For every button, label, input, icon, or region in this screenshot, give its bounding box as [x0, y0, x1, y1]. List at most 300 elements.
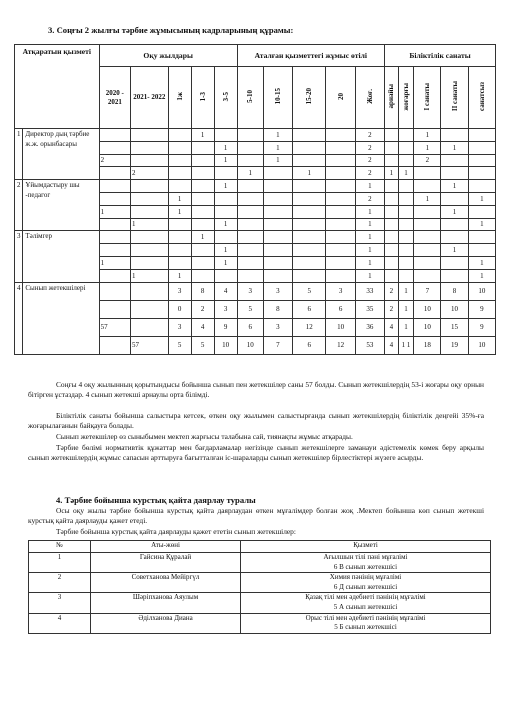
- table-cell: [326, 244, 355, 257]
- section4-heading: 4. Тәрбие бойынша курстық қайта даярлау туралы: [56, 495, 256, 505]
- table-cell: [263, 205, 292, 218]
- table-cell: [214, 205, 237, 218]
- course-num: 1: [29, 553, 91, 573]
- table-cell: [131, 141, 169, 154]
- table-row: [15, 231, 496, 244]
- table-cell: 5: [293, 282, 326, 300]
- table-cell: [191, 244, 214, 257]
- table-cell: 1: [191, 129, 214, 142]
- table-cell: [398, 269, 414, 282]
- table-cell: 6: [293, 300, 326, 318]
- table-cell: 9: [468, 318, 495, 336]
- table-cell: 1: [468, 218, 495, 231]
- table-cell: [385, 180, 399, 193]
- table-cell: 3: [263, 318, 292, 336]
- table-cell: [385, 244, 399, 257]
- table-cell: 8: [263, 300, 292, 318]
- table-cell: 8: [191, 282, 214, 300]
- course-header-name: Аты-жөні: [91, 541, 241, 553]
- table-cell: [326, 154, 355, 167]
- table-cell: 1: [99, 256, 130, 269]
- table-cell: [468, 141, 495, 154]
- table-cell: 2: [99, 154, 130, 167]
- table-cell: 1: [263, 154, 292, 167]
- course-position: Ағылшын тілі пәні мұғалімі: [323, 553, 408, 561]
- course-class: 5 А сынып жетекшісі: [333, 602, 398, 611]
- table-cell: 1: [214, 180, 237, 193]
- exp-col-8: Жоғ.: [355, 67, 384, 129]
- course-position-cell: [241, 613, 491, 633]
- header-experience: Аталған қызметтегі жұмыс өтілі: [237, 45, 384, 67]
- table-cell: 1: [398, 300, 414, 318]
- table-cell: 1: [131, 218, 169, 231]
- table-cell: 0: [168, 300, 191, 318]
- table-cell: [398, 129, 414, 142]
- course-position-cell: [241, 593, 491, 613]
- table-cell: [131, 192, 169, 205]
- table-cell: [99, 244, 130, 257]
- table-cell: [414, 269, 441, 282]
- table-cell: [237, 129, 263, 142]
- table-cell: [398, 141, 414, 154]
- table-cell: 1: [263, 129, 292, 142]
- table-cell: [385, 218, 399, 231]
- table-cell: 1: [355, 205, 384, 218]
- table-cell: [131, 129, 169, 142]
- table-cell: 3: [168, 282, 191, 300]
- table-row: [15, 282, 496, 300]
- table-cell: [263, 231, 292, 244]
- table-cell: 7: [263, 336, 292, 354]
- course-position: Қазақ тілі мен әдебиеті пәнінің мұғалімі: [305, 593, 426, 602]
- table-cell: [191, 218, 214, 231]
- table-cell: [237, 180, 263, 193]
- table-cell: [263, 256, 292, 269]
- table-cell: [168, 180, 191, 193]
- table-cell: [385, 129, 399, 142]
- table-cell: [191, 269, 214, 282]
- exp-col-4: 5-10: [237, 67, 263, 129]
- table-cell: [99, 180, 130, 193]
- table-cell: [168, 167, 191, 180]
- table-cell: [414, 231, 441, 244]
- table-cell: [414, 244, 441, 257]
- table-cell: 12: [293, 318, 326, 336]
- course-class: 5 Б сынып жетекшісі: [334, 623, 397, 632]
- table-cell: 3: [326, 282, 355, 300]
- table-cell: [326, 205, 355, 218]
- table-cell: [293, 141, 326, 154]
- table-cell: 57: [99, 318, 130, 336]
- section4-intro2: Тәрбие бойынша курстық қайта даярлауды қажет ететін сынып жетекшілер:: [56, 527, 296, 536]
- table-cell: [293, 218, 326, 231]
- table-cell: 5: [168, 336, 191, 354]
- staff-table: [14, 44, 496, 355]
- table-cell: 1: [191, 231, 214, 244]
- group-number: 1: [15, 129, 23, 180]
- header-role: Атқаратын қызметі: [15, 45, 100, 129]
- qual-col-4: ІІ санаты: [441, 67, 468, 129]
- table-cell: [168, 244, 191, 257]
- qual-col-3: І санаты: [414, 67, 441, 129]
- course-class: 6 Д сынып жетекшісі: [333, 582, 398, 591]
- table-cell: 2: [355, 167, 384, 180]
- course-num: 4: [29, 613, 91, 633]
- exp-col-2: 1-3: [191, 67, 214, 129]
- table-cell: [398, 231, 414, 244]
- table-cell: 1: [441, 141, 468, 154]
- table-cell: [263, 192, 292, 205]
- table-cell: [326, 180, 355, 193]
- table-cell: 1: [168, 192, 191, 205]
- table-cell: [168, 154, 191, 167]
- table-cell: 1: [414, 129, 441, 142]
- table-cell: 6: [237, 318, 263, 336]
- table-cell: [293, 256, 326, 269]
- table-cell: 33: [355, 282, 384, 300]
- course-row: [29, 553, 491, 573]
- table-cell: 10: [414, 300, 441, 318]
- table-cell: 2: [355, 141, 384, 154]
- table-cell: 2: [414, 154, 441, 167]
- section4-intro: Осы оқу жылы тәрбие бойынша курстық қайта даярлаудан өткен мұғалімдер болған жоқ .Мектеп бойынша көп сынып жетекші курстық қайта даярлауды қажет етеді.: [28, 506, 484, 526]
- section3-heading: 3. Соңғы 2 жылғы тәрбие жұмысының кадрларының құрамы:: [48, 25, 294, 35]
- table-cell: 1: [131, 269, 169, 282]
- year-col-1: 2020 - 2021: [99, 67, 130, 129]
- table-cell: [263, 167, 292, 180]
- table-cell: [326, 231, 355, 244]
- table-cell: 2: [191, 300, 214, 318]
- table-cell: [191, 205, 214, 218]
- header-qualification: Біліктілік санаты: [385, 45, 496, 67]
- table-cell: 10: [326, 318, 355, 336]
- table-cell: [441, 269, 468, 282]
- table-cell: [385, 231, 399, 244]
- table-cell: [191, 141, 214, 154]
- table-cell: 15: [441, 318, 468, 336]
- course-name: Шәріпханова Аяулым: [91, 593, 241, 613]
- table-cell: [293, 180, 326, 193]
- table-cell: [293, 154, 326, 167]
- table-cell: [468, 154, 495, 167]
- table-cell: [263, 180, 292, 193]
- table-cell: 19: [441, 336, 468, 354]
- table-cell: [214, 192, 237, 205]
- table-cell: 4: [385, 336, 399, 354]
- exp-col-1: 1ж: [168, 67, 191, 129]
- table-cell: [99, 218, 130, 231]
- table-cell: [385, 154, 399, 167]
- table-cell: 57: [131, 336, 169, 354]
- course-num: 2: [29, 573, 91, 593]
- table-cell: 1: [293, 167, 326, 180]
- table-cell: 1: [441, 244, 468, 257]
- table-cell: 1: [355, 256, 384, 269]
- table-cell: [99, 282, 130, 300]
- table-cell: [468, 205, 495, 218]
- table-cell: [237, 269, 263, 282]
- course-position-cell: [241, 553, 491, 573]
- table-cell: [468, 129, 495, 142]
- table-cell: 1: [263, 141, 292, 154]
- table-cell: [263, 218, 292, 231]
- table-cell: 1: [355, 218, 384, 231]
- table-cell: [131, 300, 169, 318]
- table-cell: [326, 269, 355, 282]
- table-cell: [414, 167, 441, 180]
- course-name: Әділханова Диана: [91, 613, 241, 633]
- table-cell: [441, 192, 468, 205]
- table-cell: [131, 231, 169, 244]
- table-cell: [326, 141, 355, 154]
- group-role: Тәлімгер: [23, 231, 99, 282]
- paragraph-1: Соңғы 4 оқу жылынның қорытындысы бойынша сынып пен жетекшілер саны 57 болды. Сынып жетекшілердің 53-і жоғары оқу орнын бітірген ұстаздар. 4 сынып жетекші арнаулы орта білімді.: [28, 380, 484, 400]
- group-role: Директор дың тәрбие ж.ж. орынбасары: [23, 129, 99, 180]
- table-cell: [385, 141, 399, 154]
- table-cell: 10: [441, 300, 468, 318]
- table-cell: [441, 231, 468, 244]
- table-cell: 12: [326, 336, 355, 354]
- table-cell: 7: [414, 282, 441, 300]
- table-cell: [398, 192, 414, 205]
- exp-col-7: 20: [326, 67, 355, 129]
- table-cell: [214, 129, 237, 142]
- table-cell: [293, 244, 326, 257]
- course-row: [29, 573, 491, 593]
- table-cell: 1: [468, 256, 495, 269]
- table-cell: 8: [441, 282, 468, 300]
- table-cell: 1 1: [398, 336, 414, 354]
- table-cell: [468, 244, 495, 257]
- table-cell: [237, 231, 263, 244]
- table-cell: [99, 231, 130, 244]
- table-cell: [385, 192, 399, 205]
- table-cell: [263, 244, 292, 257]
- header-years: Оқу жылдары: [99, 45, 237, 67]
- table-cell: 1: [398, 282, 414, 300]
- table-cell: [414, 218, 441, 231]
- table-cell: [326, 256, 355, 269]
- table-cell: 1: [468, 269, 495, 282]
- course-class: 6 В сынып жетекшісі: [333, 562, 398, 571]
- table-cell: 2: [355, 192, 384, 205]
- table-cell: [237, 244, 263, 257]
- table-cell: [441, 129, 468, 142]
- table-cell: 3: [214, 300, 237, 318]
- group-number: 2: [15, 180, 23, 231]
- table-cell: [214, 269, 237, 282]
- table-cell: [293, 192, 326, 205]
- table-cell: [468, 180, 495, 193]
- table-cell: [99, 141, 130, 154]
- table-cell: [237, 256, 263, 269]
- paragraph-2: Біліктілік санаты бойынша салыстыра кетсек, өткен оқу жылымен салыстырғанда сынып жетекшілердің біліктілік деңгейі 35%-ға жоғарылағанын байқауға болады.: [28, 411, 484, 431]
- table-cell: 3: [237, 282, 263, 300]
- course-row: [29, 613, 491, 633]
- table-cell: 10: [214, 336, 237, 354]
- table-cell: 1: [385, 167, 399, 180]
- table-cell: 1: [355, 180, 384, 193]
- table-cell: [214, 231, 237, 244]
- exp-col-6: 15-20: [293, 67, 326, 129]
- course-name: Гайсина Құралай: [91, 553, 241, 573]
- table-cell: 2: [355, 129, 384, 142]
- table-cell: 1: [214, 141, 237, 154]
- course-header-num: №: [29, 541, 91, 553]
- table-cell: 1: [168, 205, 191, 218]
- table-cell: [398, 218, 414, 231]
- table-cell: 1: [441, 180, 468, 193]
- table-cell: 1: [355, 244, 384, 257]
- table-cell: [468, 231, 495, 244]
- table-cell: [131, 256, 169, 269]
- table-cell: 10: [237, 336, 263, 354]
- table-cell: 4: [191, 318, 214, 336]
- table-cell: 1: [398, 167, 414, 180]
- table-cell: 1: [99, 205, 130, 218]
- table-cell: 2: [131, 167, 169, 180]
- table-cell: 35: [355, 300, 384, 318]
- table-cell: [131, 282, 169, 300]
- table-cell: [414, 256, 441, 269]
- table-cell: [398, 244, 414, 257]
- table-cell: [99, 269, 130, 282]
- table-cell: [398, 205, 414, 218]
- table-cell: 4: [214, 282, 237, 300]
- table-cell: [263, 269, 292, 282]
- table-cell: [468, 167, 495, 180]
- table-cell: [385, 205, 399, 218]
- table-cell: [398, 256, 414, 269]
- table-cell: [131, 180, 169, 193]
- table-cell: 1: [214, 218, 237, 231]
- table-cell: [237, 205, 263, 218]
- table-cell: [168, 218, 191, 231]
- table-cell: [293, 231, 326, 244]
- table-cell: [191, 180, 214, 193]
- course-position-cell: [241, 573, 491, 593]
- table-cell: [99, 300, 130, 318]
- table-cell: 1: [468, 192, 495, 205]
- table-cell: 6: [293, 336, 326, 354]
- staff-table-body: [15, 129, 496, 355]
- year-col-2: 2021- 2022: [131, 67, 169, 129]
- table-cell: [385, 269, 399, 282]
- table-cell: [326, 192, 355, 205]
- table-cell: 3: [168, 318, 191, 336]
- table-cell: 1: [414, 192, 441, 205]
- table-cell: 1: [441, 205, 468, 218]
- group-number: 3: [15, 231, 23, 282]
- table-cell: [326, 218, 355, 231]
- table-cell: 10: [414, 318, 441, 336]
- table-cell: [99, 129, 130, 142]
- group-role: Сынып жетекшілері: [23, 282, 99, 354]
- course-name: Советханова Мейіргүл: [91, 573, 241, 593]
- table-cell: 1: [237, 167, 263, 180]
- table-cell: [326, 129, 355, 142]
- qual-col-5: санатсыз: [468, 67, 495, 129]
- paragraph-4: Тәрбие бөлімі нормативтік құжаттар мен бағдарламалар негізінде сынып жетекшілерге заманауи әдістемелік көмек беру арқылы сынып жетекшілердің жұмыс сапасын арттыруға бағытталған іс-шараларды сынып жетекшілер бірлестіктері жүзеге асырды.: [28, 443, 484, 463]
- table-cell: [214, 167, 237, 180]
- table-cell: [237, 192, 263, 205]
- table-cell: 5: [237, 300, 263, 318]
- table-cell: [131, 244, 169, 257]
- course-table-body: [29, 553, 491, 634]
- exp-col-3: 3-5: [214, 67, 237, 129]
- table-cell: [131, 154, 169, 167]
- course-header-position: Қызметі: [241, 541, 491, 553]
- table-cell: [131, 318, 169, 336]
- table-cell: [414, 180, 441, 193]
- table-cell: 36: [355, 318, 384, 336]
- table-cell: [168, 256, 191, 269]
- course-position: Химия пәнінің мұғалімі: [329, 573, 402, 582]
- table-cell: [237, 218, 263, 231]
- table-row: [15, 180, 496, 193]
- table-cell: 1: [214, 154, 237, 167]
- table-cell: [398, 180, 414, 193]
- course-row: [29, 593, 491, 613]
- course-num: 3: [29, 593, 91, 613]
- table-cell: 9: [214, 318, 237, 336]
- table-cell: 1: [214, 244, 237, 257]
- table-cell: [441, 218, 468, 231]
- table-cell: [191, 256, 214, 269]
- table-cell: [385, 256, 399, 269]
- table-cell: 2: [355, 154, 384, 167]
- table-cell: 10: [468, 282, 495, 300]
- table-cell: 53: [355, 336, 384, 354]
- table-cell: 1: [414, 141, 441, 154]
- group-role: Ұйымдастыру шы -педагог: [23, 180, 99, 231]
- table-cell: 1: [355, 231, 384, 244]
- paragraph-3: Сынып жетекшілер өз сыныбымен мектеп жарғысы талабына сай, тиянақты жұмыс атқарады.: [56, 432, 353, 441]
- table-cell: [326, 167, 355, 180]
- table-row: [15, 129, 496, 142]
- table-cell: 4: [385, 318, 399, 336]
- table-cell: [99, 336, 130, 354]
- table-cell: 2: [385, 300, 399, 318]
- table-cell: 10: [468, 336, 495, 354]
- table-cell: [99, 167, 130, 180]
- table-cell: [293, 205, 326, 218]
- table-cell: [441, 167, 468, 180]
- table-cell: [168, 141, 191, 154]
- table-cell: 1: [168, 269, 191, 282]
- table-cell: 18: [414, 336, 441, 354]
- table-cell: 1: [398, 318, 414, 336]
- table-cell: [441, 256, 468, 269]
- qual-col-2: жоғарғы: [398, 67, 414, 129]
- table-cell: [131, 205, 169, 218]
- table-cell: [191, 167, 214, 180]
- table-cell: [191, 192, 214, 205]
- table-cell: 2: [385, 282, 399, 300]
- course-table: [28, 540, 491, 634]
- course-position: Орыс тілі мен әдебиеті пәнінің мұғалімі: [305, 613, 426, 622]
- table-cell: 3: [263, 282, 292, 300]
- table-cell: [168, 129, 191, 142]
- table-cell: [414, 205, 441, 218]
- table-cell: [237, 154, 263, 167]
- table-cell: 6: [326, 300, 355, 318]
- table-cell: [237, 141, 263, 154]
- table-cell: 1: [355, 269, 384, 282]
- table-cell: [99, 192, 130, 205]
- table-cell: [168, 231, 191, 244]
- group-number: 4: [15, 282, 23, 354]
